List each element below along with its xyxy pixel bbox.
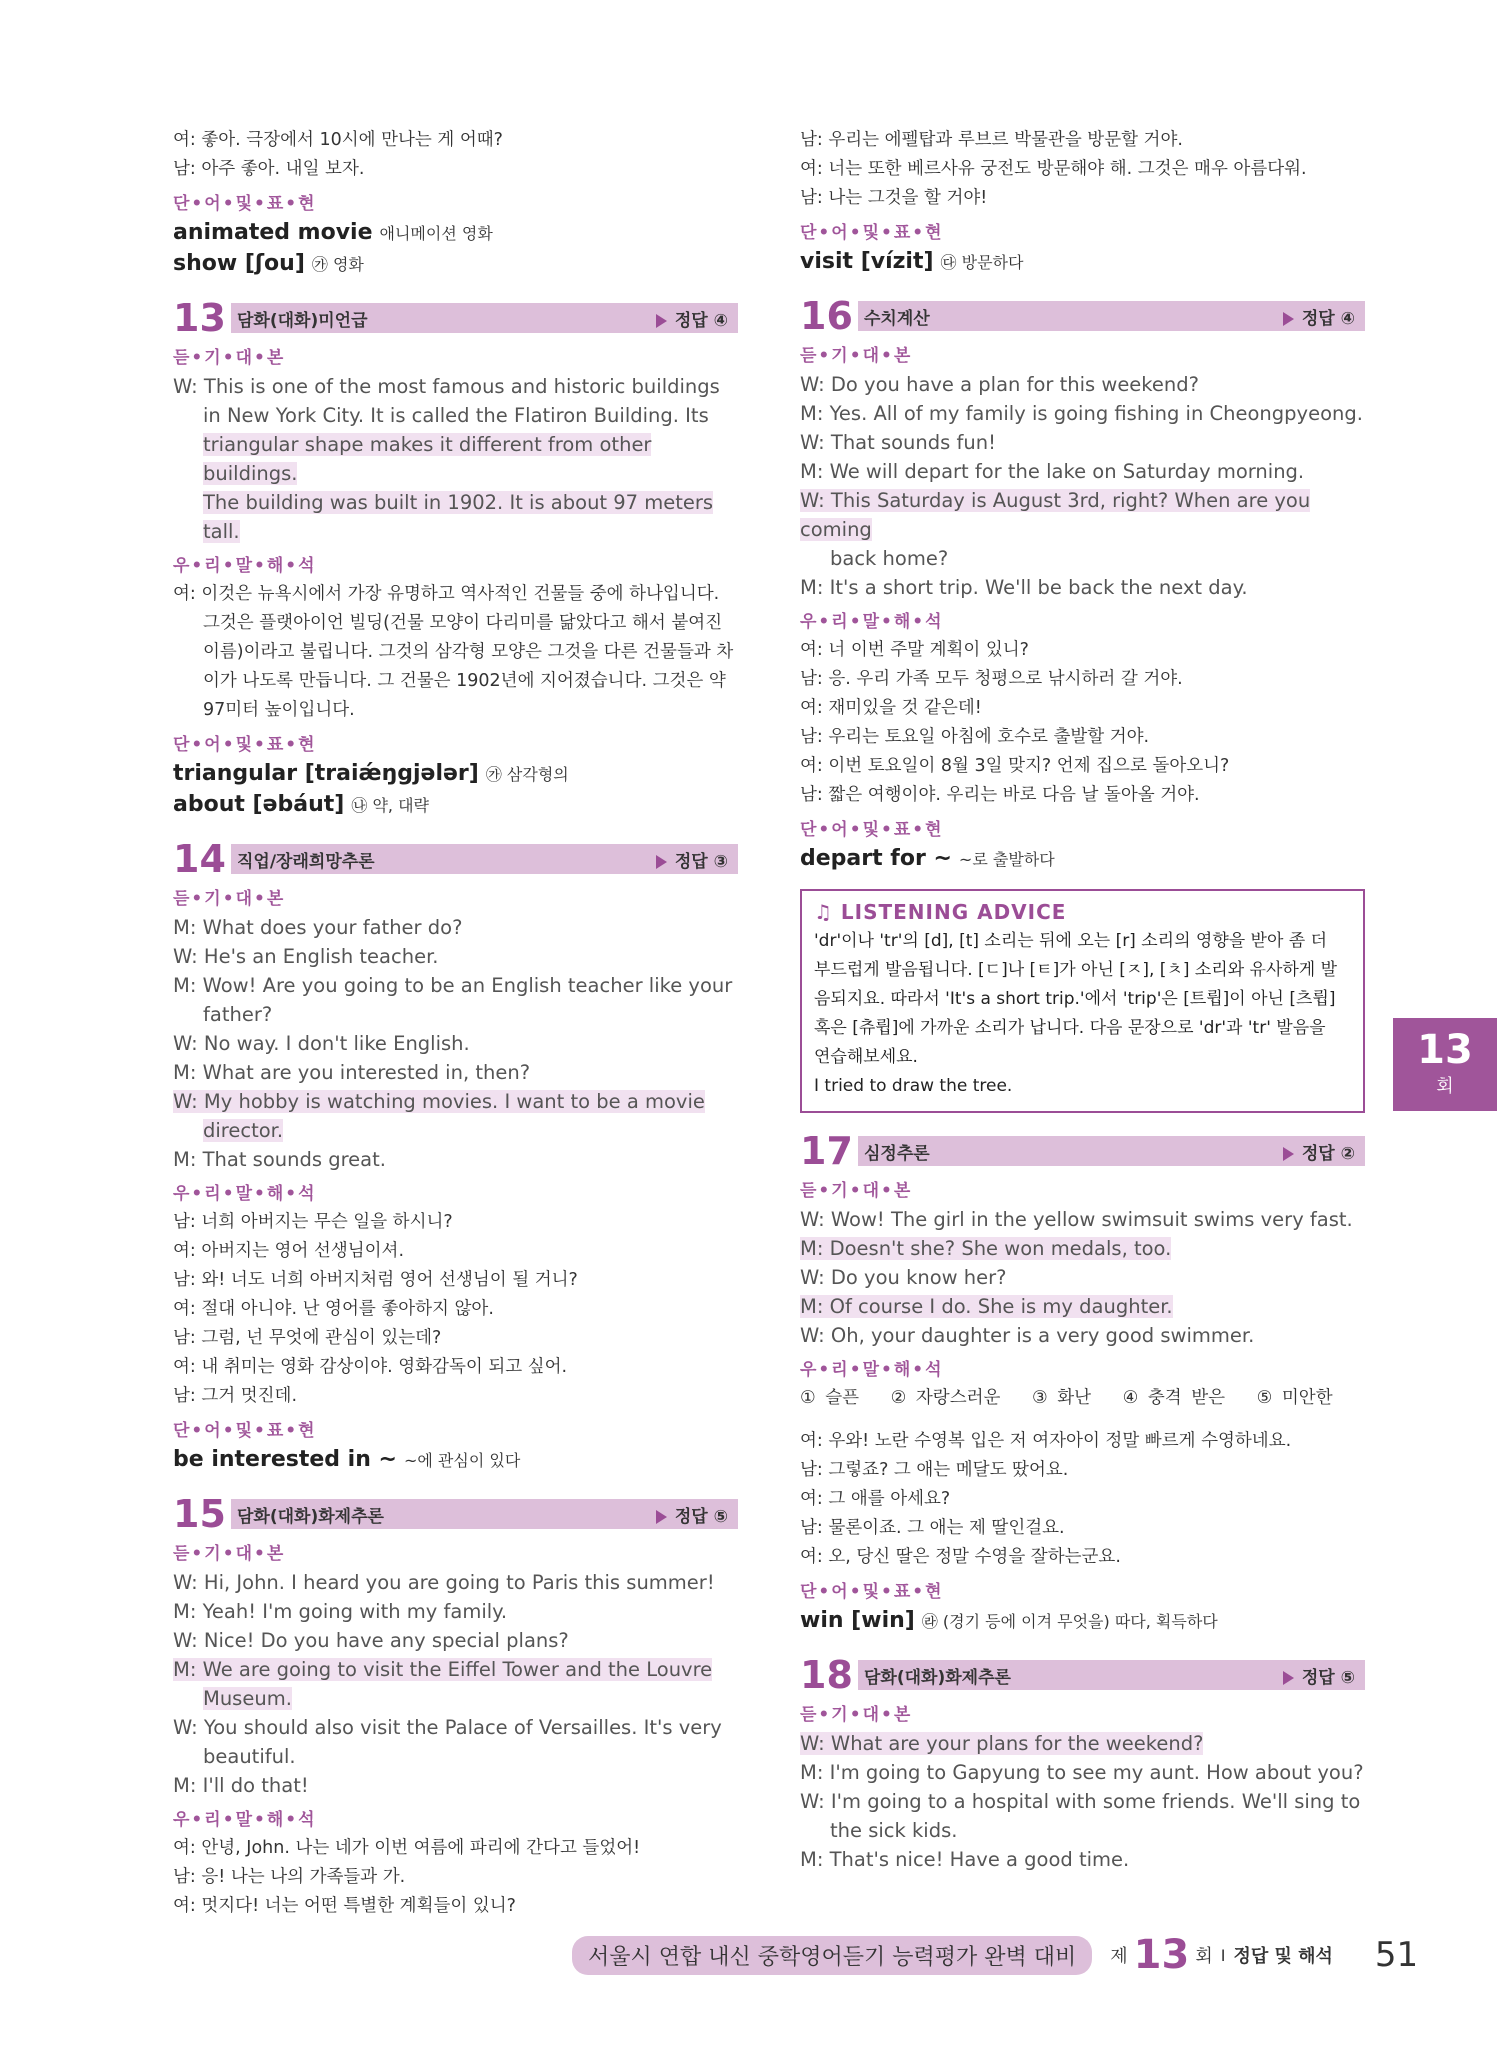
script-line: Museum. [203,1687,292,1710]
question-type-bar [231,303,738,333]
vocab-item: depart for ~ ~로 출발하다 [800,846,1055,871]
vocab-item: triangular [traiǽŋgjələr] ㉮ 삼각형의 [173,761,569,786]
dialogue-line: 여: 좋아. 극장에서 10시에 만나는 게 어때? [173,130,503,150]
script-line: M: I'm going to Gapyung to see my aunt. How about you? [800,1761,1364,1784]
round-number: 13 [1417,1027,1473,1073]
page-number: 51 [1374,1935,1419,1975]
script-line: M: What does your father do? [173,916,463,939]
vocab-item: win [win] ㉱ (경기 등에 이겨 무엇을) 따다, 획득하다 [800,1608,1218,1633]
translation-line: 남: 그렇죠? 그 애는 메달도 땄어요. [800,1460,1069,1480]
triangle-icon [656,314,667,328]
translation-line: 이가 나도록 만듭니다. 그 건물은 1902년에 지어졌습니다. 그것은 약 [203,671,726,691]
question-header-18 [800,1655,1365,1695]
question-type: 담화(대화)화제추론 [864,1667,1011,1688]
script-line: M: Yeah! I'm going with my family. [173,1600,508,1623]
triangle-icon [1283,1671,1294,1685]
script-line: W: Wow! The girl in the yellow swimsuit swims very fast. [800,1208,1353,1231]
advice-line: 연습해보세요. [814,1047,918,1067]
question-header-16 [800,296,1365,336]
translation-line: 여: 너 이번 주말 계획이 있니? [800,640,1029,660]
answer-label: 정답 ④ [656,306,728,331]
answer-label: 정답 ② [1283,1139,1355,1164]
dialogue-line: 여: 너는 또한 베르사유 궁전도 방문해야 해. 그것은 매우 아름다워. [800,159,1307,179]
question-number: 13 [173,296,226,340]
question-header-15 [173,1494,738,1534]
translation-line: 여: 절대 아니야. 난 영어를 좋아하지 않아. [173,1299,494,1319]
script-line: W: Nice! Do you have any special plans? [173,1629,569,1652]
script-heading: 듣•기•대•본 [173,348,286,368]
question-type-bar [231,844,738,874]
round-number: 13 [1133,1932,1190,1978]
script-line: W: My hobby is watching movies. I want to be a movie [173,1090,705,1113]
script-heading: 듣•기•대•본 [173,889,286,909]
script-line: M: That's nice! Have a good time. [800,1848,1130,1871]
script-line: M: It's a short trip. We'll be back the next day. [800,576,1248,599]
vocab-item: be interested in ~ ~에 관심이 있다 [173,1447,521,1472]
translation-heading: 우•리•말•해•석 [173,1184,317,1204]
choice: ③ 화난 [1032,1388,1092,1408]
translation-heading: 우•리•말•해•석 [800,1360,944,1380]
script-line: director. [203,1119,284,1142]
script-line: W: He's an English teacher. [173,945,439,968]
script-line: W: Oh, your daughter is a very good swimmer. [800,1324,1255,1347]
script-line: M: We are going to visit the Eiffel Tower and the Louvre [173,1658,713,1681]
question-number: 17 [800,1129,853,1173]
vocab-heading: 단•어•및•표•현 [173,735,317,755]
script-line: W: I'm going to a hospital with some friends. We'll sing to [800,1790,1361,1813]
script-line: M: Yes. All of my family is going fishing in Cheongpyeong. [800,402,1363,425]
question-header-14 [173,839,738,879]
choice: ① 슬픈 [800,1388,860,1408]
script-heading: 듣•기•대•본 [800,346,913,366]
page-footer [572,1930,1497,1980]
separator: I [1220,1945,1226,1965]
question-number: 15 [173,1492,226,1536]
listening-advice-title: ♫ LISTENING ADVICE [814,900,1067,924]
translation-line: 여: 안녕, John. 나는 네가 이번 여름에 파리에 간다고 들었어! [173,1838,641,1858]
dialogue-line: 남: 아주 좋아. 내일 보자. [173,159,365,179]
translation-line: 여: 우와! 노란 수영복 입은 저 여자아이 정말 빠르게 수영하네요. [800,1431,1292,1451]
advice-line: 'dr'이나 'tr'의 [d], [t] 소리는 뒤에 오는 [r] 소리의 영향을 받아 좀 더 [814,931,1328,951]
advice-line: 음되지요. 따라서 'It's a short trip.'에서 'trip'은 [트륍]이 아닌 [츠륍] [814,989,1336,1009]
script-heading: 듣•기•대•본 [800,1181,913,1201]
translation-line: 남: 응. 우리 가족 모두 청평으로 낚시하러 갈 거야. [800,669,1183,689]
round-side-tab [1393,1018,1497,1111]
translation-line: 여: 그 애를 아세요? [800,1489,951,1509]
script-line: W: Do you know her? [800,1266,1007,1289]
vocab-heading: 단•어•및•표•현 [800,1582,944,1602]
translation-line: 여: 아버지는 영어 선생님이셔. [173,1241,405,1261]
vocab-heading: 단•어•및•표•현 [800,223,944,243]
triangle-icon [1283,312,1294,326]
translation-line: 여: 멋지다! 너는 어떤 특별한 계획들이 있니? [173,1896,516,1916]
translation-line: 여: 이번 토요일이 8월 3일 맞지? 언제 집으로 돌아오니? [800,756,1230,776]
ear-icon: ♫ [814,900,833,924]
translation-line: 여: 재미있을 것 같은데! [800,698,982,718]
dialogue-line: 남: 우리는 에펠탑과 루브르 박물관을 방문할 거야. [800,130,1183,150]
script-heading: 듣•기•대•본 [800,1705,913,1725]
script-line: M: Wow! Are you going to be an English teacher like your [173,974,733,997]
vocab-heading: 단•어•및•표•현 [173,1421,317,1441]
translation-line: 이름)이라고 불립니다. 그것의 삼각형 모양은 그것을 다른 건물들과 차 [203,642,734,662]
script-line: W: Do you have a plan for this weekend? [800,373,1199,396]
translation-heading: 우•리•말•해•석 [173,1810,317,1830]
script-line: W: This is one of the most famous and historic buildings [173,375,720,398]
script-line: M: We will depart for the lake on Saturday morning. [800,460,1305,483]
left-column [173,126,738,1921]
advice-line: I tried to draw the tree. [814,1076,1013,1096]
question-type: 담화(대화)화제추론 [237,1506,384,1527]
question-type-bar [231,1499,738,1529]
round-prefix: 제 [1110,1946,1128,1967]
script-line: back home? [830,547,949,570]
translation-line: 여: 내 취미는 영화 감상이야. 영화감독이 되고 싶어. [173,1357,568,1377]
question-type: 직업/장래희망추론 [237,851,375,872]
script-line: M: That sounds great. [173,1148,386,1171]
script-line: W: No way. I don't like English. [173,1032,470,1055]
script-line: in New York City. It is called the Flatiron Building. Its [203,404,709,427]
translation-line: 남: 그럼, 넌 무엇에 관심이 있는데? [173,1328,442,1348]
vocab-heading: 단•어•및•표•현 [173,194,317,214]
script-line: beautiful. [203,1745,296,1768]
script-line: W: Hi, John. I heard you are going to Paris this summer! [173,1571,715,1594]
choice: ④ 충격 받은 [1122,1388,1226,1408]
translation-heading: 우•리•말•해•석 [800,612,944,632]
question-type: 심정추론 [864,1143,930,1164]
listening-advice-box [800,889,1365,1113]
translation-line: 남: 짧은 여행이야. 우리는 바로 다음 날 돌아올 거야. [800,785,1200,805]
translation-line: 남: 우리는 토요일 아침에 호수로 출발할 거야. [800,727,1150,747]
translation-line: 남: 물론이죠. 그 애는 제 딸인걸요. [800,1518,1065,1538]
translation-line: 그것은 플랫아이언 빌딩(건물 모양이 다리미를 닮았다고 해서 붙여진 [203,613,723,633]
script-line: M: Doesn't she? She won medals, too. [800,1237,1172,1260]
dialogue-line: 남: 나는 그것을 할 거야! [800,188,988,208]
advice-line: 혹은 [츄륍]에 가까운 소리가 납니다. 다음 문장으로 'dr'과 'tr' 발음을 [814,1018,1326,1038]
script-line: W: What are your plans for the weekend? [800,1732,1204,1755]
vocab-heading: 단•어•및•표•현 [800,820,944,840]
triangle-icon [1283,1147,1294,1161]
answer-choices [800,1384,1365,1413]
answer-label: 정답 ⑤ [656,1502,728,1527]
translation-line: 여: 오, 당신 딸은 정말 수영을 잘하는군요. [800,1547,1121,1567]
script-line: M: I'll do that! [173,1774,309,1797]
triangle-icon [656,1510,667,1524]
answer-label: 정답 ④ [1283,304,1355,329]
question-type-bar [858,301,1365,331]
script-line: W: You should also visit the Palace of Versailles. It's very [173,1716,722,1739]
script-heading: 듣•기•대•본 [173,1544,286,1564]
question-number: 16 [800,294,853,338]
choice: ⑤ 미안한 [1256,1388,1333,1408]
right-column [800,126,1365,1874]
script-line: father? [203,1003,273,1026]
choice: ② 자랑스러운 [890,1388,1001,1408]
question-number: 14 [173,837,226,881]
script-line: the sick kids. [830,1819,958,1842]
vocab-item: animated movie 애니메이션 영화 [173,220,493,245]
question-header-13 [173,298,738,338]
question-header-17 [800,1131,1365,1171]
question-number: 18 [800,1653,853,1697]
translation-line: 남: 응! 나는 나의 가족들과 가. [173,1867,406,1887]
script-line: The building was built in 1902. It is about 97 meters tall. [203,491,714,543]
advice-line: 부드럽게 발음됩니다. [ㄷ]나 [ㅌ]가 아닌 [ㅈ], [ㅊ] 소리와 유사하게 발 [814,960,1338,980]
triangle-icon [656,855,667,869]
answer-label: 정답 ⑤ [1283,1663,1355,1688]
script-line: W: This Saturday is August 3rd, right? When are you coming [800,489,1311,541]
question-type: 수치계산 [864,308,930,329]
vocab-item: visit [vízit] ㉰ 방문하다 [800,249,1024,274]
answer-label: 정답 ③ [656,847,728,872]
translation-line: 남: 와! 너도 너희 아버지처럼 영어 선생님이 될 거니? [173,1270,578,1290]
round-suffix: 회 [1195,1946,1213,1967]
script-line: triangular shape makes it different from other buildings. [203,433,652,485]
script-line: W: That sounds fun! [800,431,996,454]
translation-line: 여: 이것은 뉴욕시에서 가장 유명하고 역사적인 건물들 중에 하나입니다. [173,584,720,604]
round-label: 회 [1436,1076,1454,1097]
question-type: 담화(대화)미언급 [237,310,368,331]
translation-line: 97미터 높이입니다. [203,700,355,720]
book-title: 서울시 연합 내신 중학영어듣기 능력평가 완벽 대비 [572,1936,1092,1975]
script-line: M: Of course I do. She is my daughter. [800,1295,1173,1318]
translation-heading: 우•리•말•해•석 [173,556,317,576]
translation-line: 남: 너희 아버지는 무슨 일을 하시니? [173,1212,453,1232]
section-label: 정답 및 해석 [1233,1946,1333,1967]
script-line: M: What are you interested in, then? [173,1061,531,1084]
translation-line: 남: 그거 멋진데. [173,1386,298,1406]
question-type-bar [858,1136,1365,1166]
vocab-item: about [əbáut] ㉯ 약, 대략 [173,792,429,817]
vocab-item: show [ʃou] ㉮ 영화 [173,251,364,276]
question-type-bar [858,1660,1365,1690]
